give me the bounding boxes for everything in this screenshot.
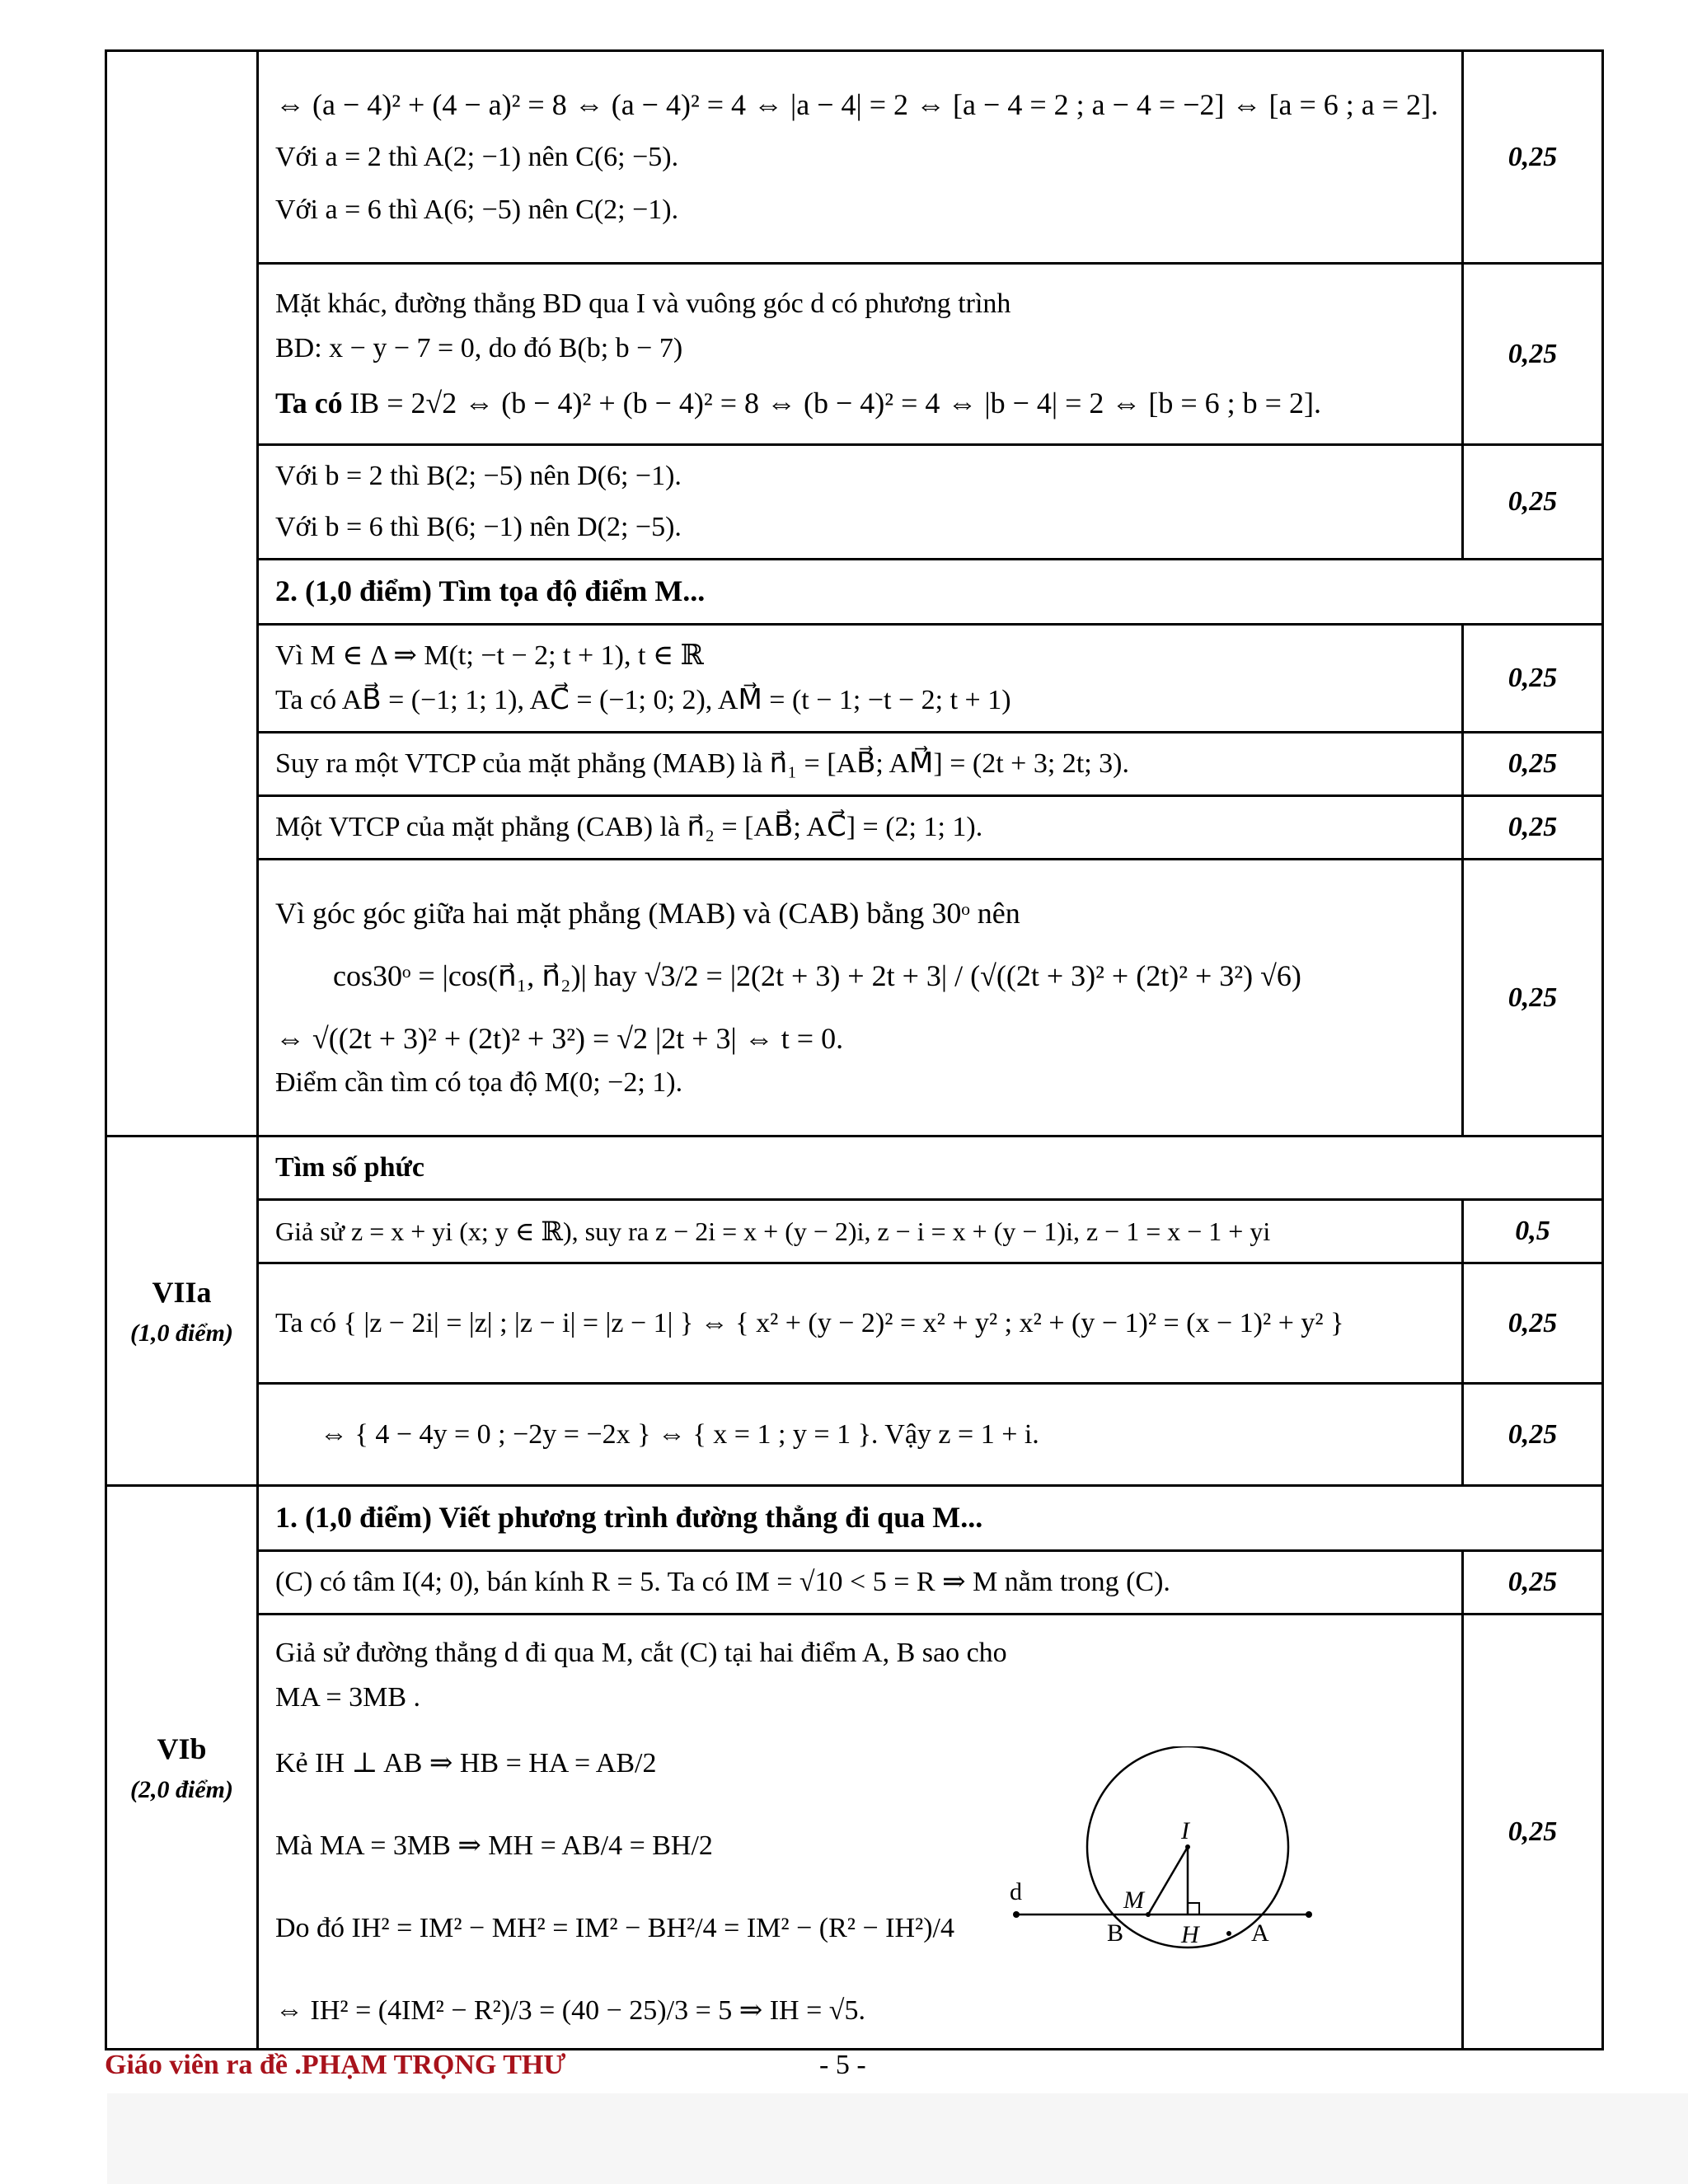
label-b: B [1107,1919,1124,1947]
text-bd-eq: BD: x − y − 7 = 0, do đó B(b; b − 7) [275,332,683,363]
label-m: M [1123,1886,1144,1914]
row-viia-3 [106,1384,1603,1486]
content-cell [258,625,1463,733]
footer-author: Giáo viên ra đề .PHẠM TRỌNG THƯ [105,2050,566,2080]
page-number: - 5 - [819,2050,866,2080]
score-cell: 0,25 [1463,625,1603,733]
equation-a: ⇔ (a − 4)² + (4 − a)² = 8 ⇔ (a − 4)² = 4 ⇔ |a − 4| = 2 ⇔ [a − 4 = 2 ; a − 4 = −2] ⇔ [a = 6 ; a = 2]. [275,87,1439,121]
score-cell: 0,25 [1463,1551,1603,1615]
text-ih-result: ⇔ IH² = (4IM² − R²)/3 = (40 − 25)/3 = 5 ⇒ IH = √5. [275,1994,865,2026]
section-cell-viia [106,1137,258,1486]
row-vib-title [106,1486,1603,1551]
equation-b: IB = 2√2 ⇔ (b − 4)² + (b − 4)² = 8 ⇔ (b − 4)² = 4 ⇔ |b − 4| = 2 ⇔ [b = 6 ; b = 2]. [349,386,1321,419]
content-cell [258,1263,1463,1384]
content-cell [258,733,1463,796]
text-n1: Suy ra một VTCP của mặt phẳng (MAB) là n⃗₁ = [AB⃗; AM⃗] = (2t + 3; 2t; 3). [275,748,1129,779]
score-cell: 0,25 [1463,1615,1603,2050]
text-vectors: Ta có AB⃗ = (−1; 1; 1), AC⃗ = (−1; 0; 2), AM⃗ = (t − 1; −t − 2; t + 1) [275,685,1011,715]
section-code: VIb [157,1732,207,1765]
point-end-left [1013,1911,1020,1918]
text-ih-perp: Kẻ IH ⊥ AB ⇒ HB = HA = AB/2 [275,1747,657,1779]
score-cell: 0,25 [1463,796,1603,860]
content-cell [258,1615,1463,2050]
text-angle-intro: Vì góc góc giữa hai mặt phẳng (MAB) và (CAB) bằng 30ᵒ nên [275,896,1020,930]
content-cell [258,1551,1463,1615]
page-bottom-shade [107,2093,1688,2184]
row-n2 [106,796,1603,860]
point-dot [1226,1931,1231,1936]
section-points: (2,0 điểm) [130,1775,233,1803]
row-viia-1 [106,1200,1603,1263]
text-mh: Mà MA = 3MB ⇒ MH = AB/4 = BH/2 [275,1830,713,1861]
row-vib-1 [106,1551,1603,1615]
row-bd-line [106,264,1603,445]
system-solution: ⇔ { 4 − 4y = 0 ; −2y = −2x } ⇔ { x = 1 ; y = 1 }. Vậy z = 1 + i. [320,1418,1039,1450]
vib-content [275,1631,1445,2033]
row-viia-2 [106,1263,1603,1384]
score-cell: 0,25 [1463,51,1603,264]
score-cell: 0,25 [1463,445,1603,560]
case-b2: Với b = 2 thì B(2; −5) nên D(6; −1). [275,461,682,491]
equation-cos: cos30ᵒ = |cos(n⃗₁, n⃗₂)| hay √3/2 = |2(2t + 3) + 2t + 3| / (√((2t + 3)² + (2t)² + 3²) √6) [333,958,1301,992]
circle-diagram [1008,1746,1321,1977]
text-ma-3mb: MA = 3MB . [275,1681,420,1713]
row-b-cases [106,445,1603,560]
score-cell: 0,25 [1463,264,1603,445]
content-cell [258,445,1463,560]
text-result-m: Điểm cần tìm có tọa độ M(0; −2; 1). [275,1066,683,1098]
score-cell: 0,25 [1463,860,1603,1137]
case-a2: Với a = 2 thì A(2; −1) nên C(6; −5). [275,141,679,172]
text-circle: (C) có tâm I(4; 0), bán kính R = 5. Ta có IM = √10 < 5 = R ⇒ M nằm trong (C). [275,1567,1170,1597]
point-i [1185,1844,1190,1849]
score-cell: 0,25 [1463,733,1603,796]
content-cell [258,264,1463,445]
section-code: VIIa [152,1275,212,1309]
ib-equation-line [275,381,1445,427]
row-vectors [106,625,1603,733]
answer-table [105,49,1604,2050]
content-cell [258,51,1463,264]
score-cell: 0,5 [1463,1200,1603,1263]
section-cell-empty [106,51,258,1137]
content-cell [258,860,1463,1137]
text-n2: Một VTCP của mặt phẳng (CAB) là n⃗₂ = [AB⃗; AC⃗] = (2; 1; 1). [275,812,983,842]
text-m-param: Vì M ∈ Δ ⇒ M(t; −t − 2; t + 1), t ∈ ℝ [275,640,704,671]
label-i: I [1181,1816,1189,1844]
point-m [1146,1912,1151,1917]
score-cell: 0,25 [1463,1263,1603,1384]
point-end-right [1306,1911,1312,1918]
title-cell [258,1486,1603,1551]
content-cell [258,796,1463,860]
row-viia-title [106,1137,1603,1200]
row-vib-2 [106,1615,1603,2050]
right-angle-mark [1188,1903,1199,1915]
content-cell [258,1384,1463,1486]
segment-im [1148,1847,1188,1915]
title-cell [258,1137,1603,1200]
section-points: (1,0 điểm) [130,1319,233,1347]
equation-t: ⇔ √((2t + 3)² + (2t)² + 3²) = √2 |2t + 3| ⇔ t = 0. [275,1021,844,1055]
viia-title: Tìm số phức [275,1152,424,1183]
ta-co-label: Ta có [275,386,343,419]
text-bd-intro: Mặt khác, đường thẳng BD qua I và vuông góc d có phương trình [275,288,1011,319]
part2-title: 2. (1,0 điểm) Tìm tọa độ điểm M... [275,574,706,607]
score-cell: 0,25 [1463,1384,1603,1486]
case-b6: Với b = 6 thì B(6; −1) nên D(2; −5). [275,512,682,542]
text-ih-squared: Do đó IH² = IM² − MH² = IM² − BH²/4 = IM² − (R² − IH²)/4 [275,1912,954,1943]
label-a: A [1251,1919,1269,1947]
text-z-assume: Giả sử z = x + yi (x; y ∈ ℝ), suy ra z − 2i = x + (y − 2)i, z − i = x + (y − 1)i, z − 1 = x − 1 + yi [275,1216,1271,1246]
title-cell [258,560,1603,625]
case-a6: Với a = 6 thì A(6; −5) nên C(2; −1). [275,194,679,225]
label-d: d [1010,1877,1022,1905]
row-part2-title [106,560,1603,625]
section-cell-vib [106,1486,258,2050]
text-line-d: Giả sử đường thẳng d đi qua M, cắt (C) tại hai điểm A, B sao cho [275,1637,1007,1668]
content-cell [258,1200,1463,1263]
system-modulus: Ta có { |z − 2i| = |z| ; |z − i| = |z − 1| } ⇔ { x² + (y − 2)² = x² + y² ; x² + (y − 1)² = (x − 1)² + y² } [275,1307,1344,1338]
row-a-solve [106,51,1603,264]
row-angle [106,860,1603,1137]
vib-title: 1. (1,0 điểm) Viết phương trình đường thẳng đi qua M... [275,1501,983,1534]
label-h: H [1181,1920,1199,1948]
row-n1 [106,733,1603,796]
